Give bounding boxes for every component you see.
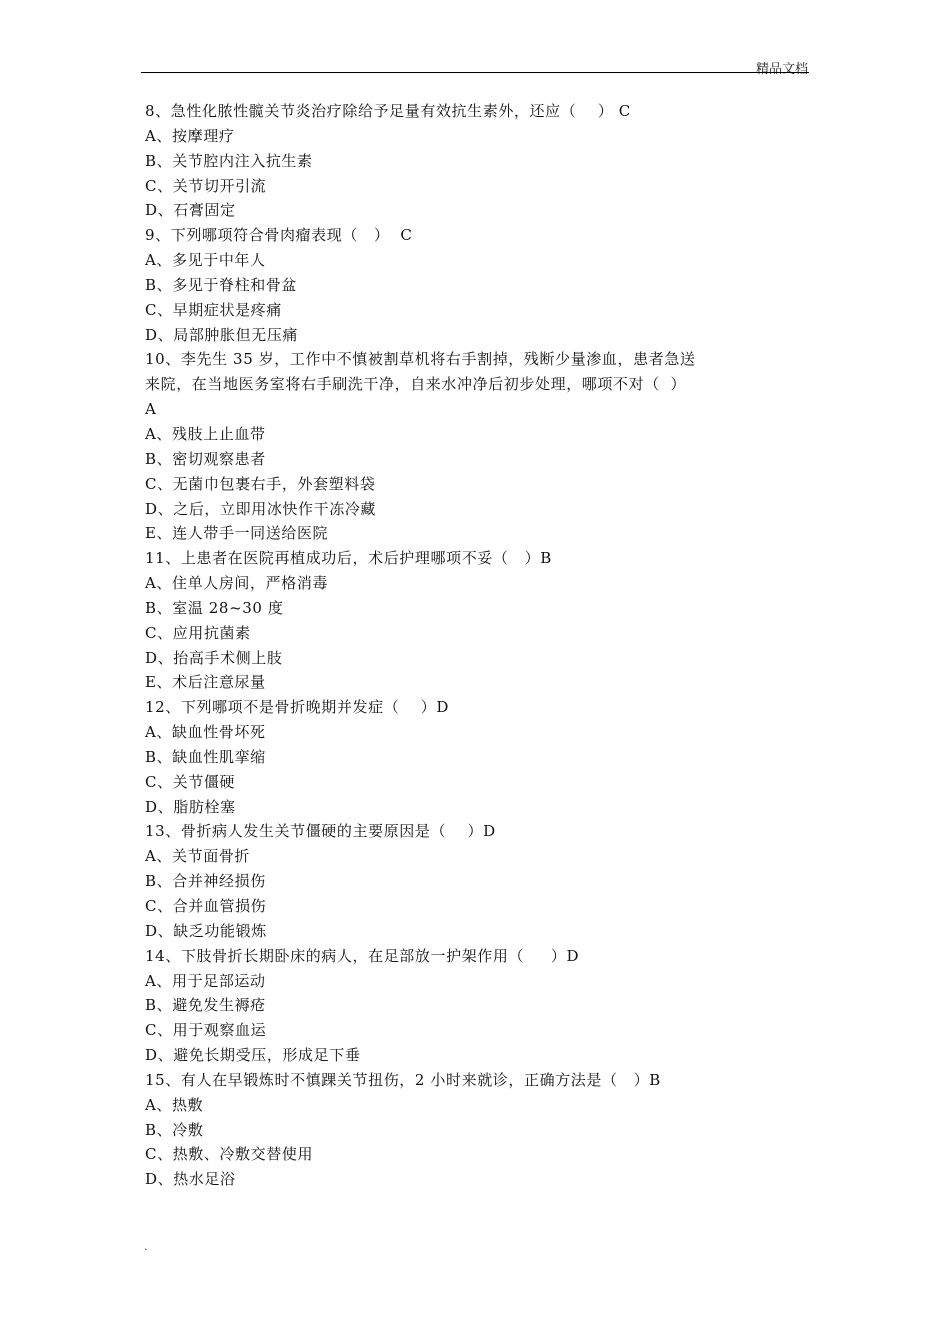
text-line: E、连人带手一同送给医院 (145, 524, 329, 543)
text-line: C、关节切开引流 (145, 176, 267, 195)
text-line: C、关节僵硬 (145, 772, 236, 791)
text-line: C、合并血管损伤 (145, 897, 267, 915)
text-line: 8、急性化脓性髋关节炎治疗除给予足量有效抗生素外，还应（ ） C (145, 102, 631, 120)
text-line: A、缺血性骨坏死 (145, 723, 266, 742)
text-line: A、按摩理疗 (145, 126, 235, 145)
text-line: D、石膏固定 (145, 201, 236, 220)
text-line: A、关节面骨折 (145, 847, 251, 866)
text-line: 来院，在当地医务室将右手刷洗干净，自来水冲净后初步处理，哪项不对（ ） (145, 375, 687, 394)
text-line: D、避免长期受压，形成足下垂 (145, 1046, 361, 1065)
text-line: D、之后，立即用冰快作干冻冷藏 (145, 499, 377, 518)
question-list (145, 99, 813, 1192)
text-line: C、热敷、冷敷交替使用 (145, 1145, 314, 1164)
text-line: 11、上患者在医院再植成功后，术后护理哪项不妥（ ）B (145, 549, 552, 568)
header-divider (141, 72, 809, 73)
text-line: D、缺乏功能锻炼 (145, 921, 267, 940)
text-line: C、用于观察血运 (145, 1021, 267, 1040)
text-line: 15、有人在早锻炼时不慎踝关节扭伤，2 小时来就诊，正确方法是（ ）B (145, 1070, 661, 1089)
text-line: B、合并神经损伤 (145, 872, 266, 891)
text-line: 13、骨折病人发生关节僵硬的主要原因是（ ）D (145, 822, 496, 841)
text-line: B、关节腔内注入抗生素 (145, 151, 313, 170)
text-line: C、应用抗菌素 (145, 623, 251, 642)
text-line: B、冷敷 (145, 1120, 204, 1139)
text-line: 9、下列哪项符合骨肉瘤表现（ ） C (145, 226, 413, 245)
text-line: A、住单人房间，严格消毒 (145, 574, 329, 593)
text-line: B、避免发生褥疮 (145, 996, 266, 1015)
text-line: B、多见于脊柱和骨盆 (145, 275, 298, 294)
text-line: B、密切观察患者 (145, 449, 266, 468)
text-line: 12、下列哪项不是骨折晚期并发症（ ）D (145, 698, 449, 717)
text-line: A、热敷 (145, 1095, 204, 1114)
text-line: A、多见于中年人 (145, 251, 266, 270)
text-line: 14、下肢骨折长期卧床的病人，在足部放一护架作用（ ）D (145, 946, 580, 965)
text-line: C、早期症状是疼痛 (145, 300, 282, 319)
text-line: A、残肢上止血带 (145, 424, 266, 443)
text-line: D、脂肪栓塞 (145, 797, 236, 816)
text-line: D、抬高手术侧上肢 (145, 648, 283, 667)
page-header-label: 精品文档 (755, 62, 808, 77)
text-line: A (145, 400, 157, 419)
text-line: A、用于足部运动 (145, 971, 266, 990)
text-line: D、热水足浴 (145, 1170, 236, 1189)
text-line: B、室温 28~30 度 (145, 598, 284, 617)
text-line: D、局部肿胀但无压痛 (145, 325, 299, 344)
text-line: 10、李先生 35 岁，工作中不慎被割草机将右手割掉，残断少量渗血，患者急送 (145, 350, 696, 369)
text-line: B、缺血性肌挛缩 (145, 747, 266, 766)
text-line: C、无菌巾包裹右手，外套塑料袋 (145, 474, 376, 493)
footer-mark: . (144, 1240, 148, 1253)
text-line: E、术后注意尿量 (145, 673, 266, 692)
